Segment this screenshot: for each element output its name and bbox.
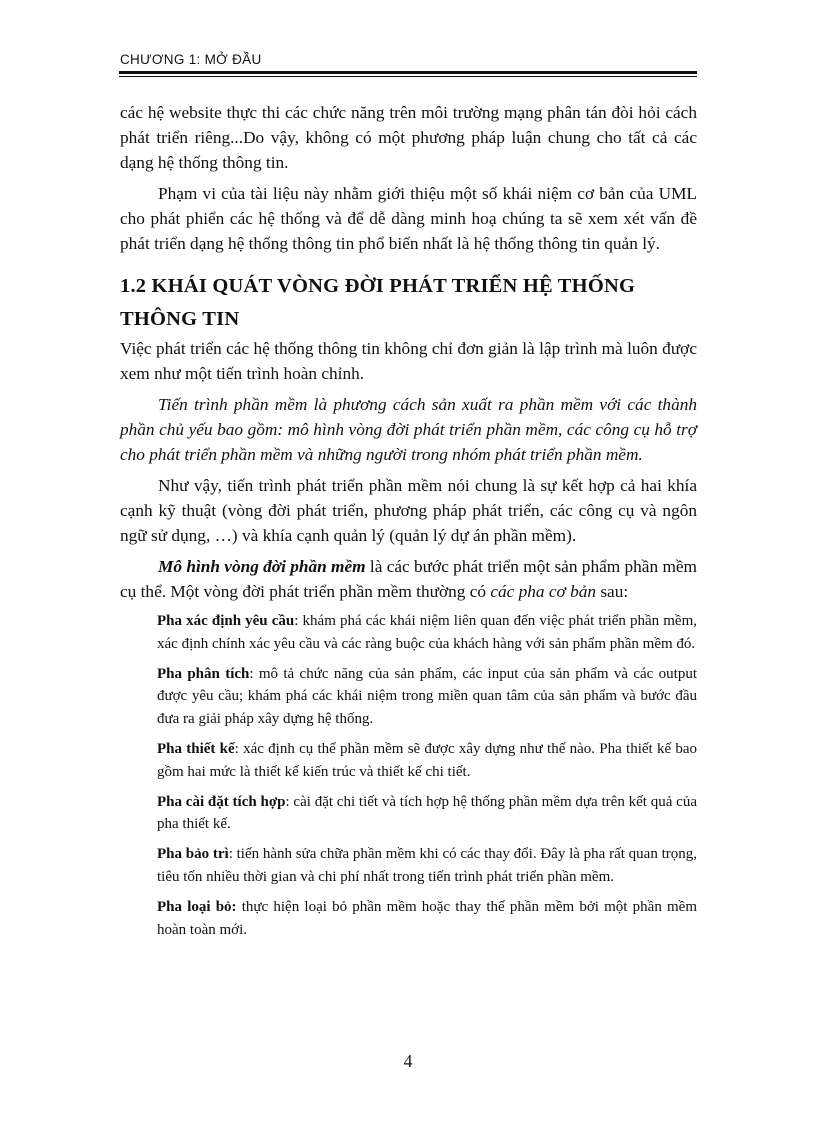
lifecycle-paragraph: [120, 554, 697, 604]
section-intro: Việc phát triển các hệ thống thông tin không chỉ đơn giản là lập trình mà luôn được xem như một tiến trình hoàn chỉnh.: [120, 339, 697, 383]
phase-desc: thực hiện loại bỏ phần mềm hoặc thay thế phần mềm bởi một phần mềm hoàn toàn mới.: [157, 898, 697, 938]
phase-item: [120, 610, 697, 656]
phase-name: Pha cài đặt tích hợp: [157, 793, 286, 810]
process-definition-text: Tiến trình phần mềm là phương cách sản xuất ra phần mềm với các thành phần chủ yếu bao gồm: mô hình vòng đời phát triển phần mềm, các công cụ hỗ trợ cho phát triển phần mềm và những người trong nhóm phát triển phần mềm.: [120, 395, 697, 464]
lifecycle-emph: các pha cơ bản: [490, 582, 597, 601]
lifecycle-term: Mô hình vòng đời phần mềm: [158, 557, 366, 576]
paragraph-scope: Phạm vi của tài liệu này nhằm giới thiệu một số khái niệm cơ bản của UML cho phát phiển các hệ thống và để dễ dàng minh hoạ chúng ta sẽ xem xét vấn đề phát triển dạng hệ thống thông tin phổ biến nhất là hệ thống thông tin quản lý.: [120, 184, 697, 253]
phase-name: Pha xác định yêu cầu: [157, 613, 295, 629]
phase-name: Pha phân tích: [157, 665, 250, 682]
phase-item: [120, 663, 697, 731]
phase-desc: : cài đặt chi tiết và tích hợp hệ thống phần mềm dựa trên kết quả của pha thiết kế.: [157, 793, 697, 833]
phase-name: Pha thiết kế: [157, 740, 235, 757]
lifecycle-text-b: sau:: [596, 582, 629, 601]
phase-item: [120, 843, 697, 889]
phase-desc: : mô tả chức năng của sản phẩm, các input của sản phẩm và các output được yêu cầu; khám phá các khái niệm trong miền quan tâm của sản phẩm và bước đầu đưa ra giải pháp xây dựng hệ thống.: [157, 665, 697, 728]
process-summary: Như vậy, tiến trình phát triển phần mềm nói chung là sự kết hợp cả hai khía cạnh kỹ thuật (vòng đời phát triển, phương pháp phát triển, các công cụ và ngôn ngữ sử dụng, …) và khía cạnh quản lý (quản lý dự án phần mềm).: [120, 476, 697, 545]
chapter-header: CHƯƠNG 1: MỞ ĐẦU: [120, 52, 262, 67]
page-number: 4: [403, 1051, 413, 1071]
phase-desc: : tiến hành sửa chữa phần mềm khi có các thay đổi. Đây là pha rất quan trọng, tiêu tốn nhiều thời gian và chi phí nhất trong tiến trình phát triển phần mềm.: [157, 846, 697, 885]
phase-item: [120, 791, 697, 837]
section-heading: 1.2 KHÁI QUÁT VÒNG ĐỜI PHÁT TRIỂN HỆ THỐNG THÔNG TIN: [120, 275, 636, 330]
phase-item: [120, 896, 697, 942]
phase-desc: : khám phá các khái niệm liên quan đến việc phát triển phần mềm, xác định chính xác yêu cầu và các ràng buộc của khách hàng với sản phẩm phần mềm đó.: [157, 613, 698, 652]
phase-desc: : xác định cụ thể phần mềm sẽ được xây dựng như thế nào. Pha thiết kế bao gồm hai mức là thiết kế kiến trúc và thiết kế chi tiết.: [157, 740, 698, 780]
paragraph-continuation: các hệ website thực thi các chức năng trên môi trường mạng phân tán đòi hỏi cách phát triển riêng...Do vậy, không có một phương pháp luận chung cho tất cả các dạng hệ thống thông tin.: [120, 103, 697, 172]
header-rule-thick: [119, 71, 697, 74]
phase-name: Pha bảo trì: [157, 846, 229, 863]
page-content: [120, 100, 697, 941]
phase-name: Pha loại bỏ:: [157, 898, 237, 915]
phase-item: [120, 738, 697, 784]
header-rule-thin: [119, 76, 697, 77]
process-definition: [120, 392, 697, 467]
lifecycle-text-a: là các bước phát triển một sản phẩm phần mềm cụ thể. Một vòng đời phát triển phần mềm thường có: [120, 557, 697, 601]
